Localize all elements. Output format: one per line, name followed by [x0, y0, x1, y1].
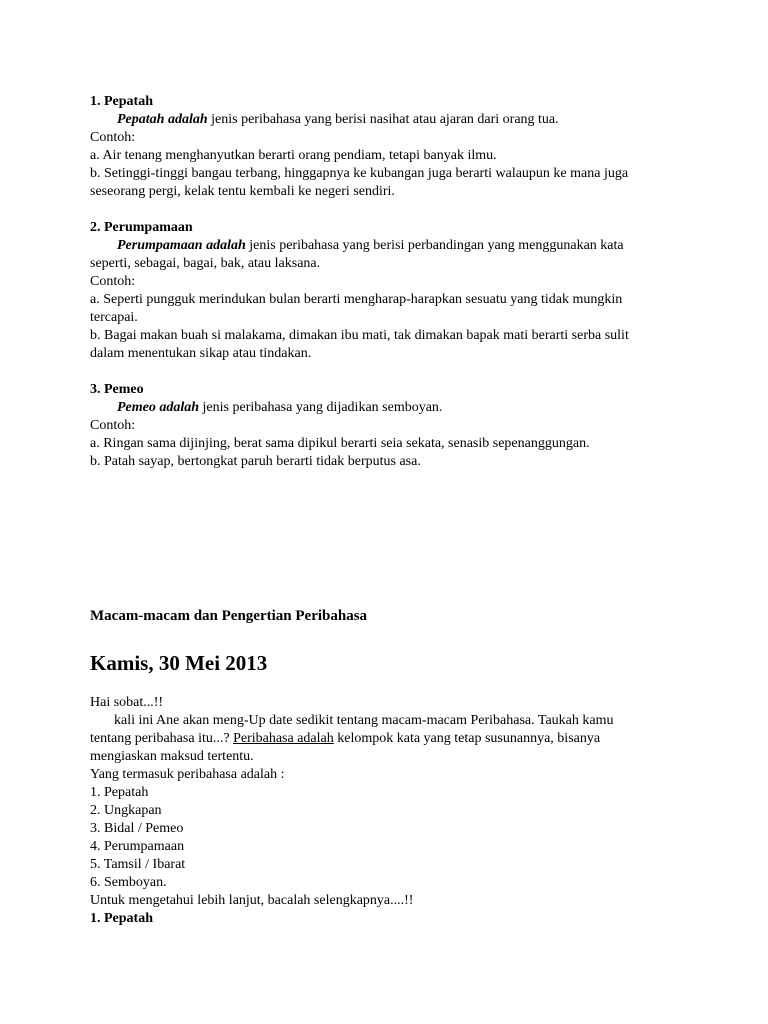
list-item: 1. Pepatah: [90, 785, 149, 800]
example-line: tercapai.: [90, 310, 138, 325]
definition-line: [90, 237, 690, 255]
definition-line: [90, 111, 690, 129]
example-line: a. Air tenang menghanyutkan berarti orang pendiam, tetapi banyak ilmu.: [90, 148, 497, 163]
section-perumpamaan: [90, 219, 690, 363]
section-heading: 3. Pemeo: [90, 382, 144, 397]
list-item: 2. Ungkapan: [90, 803, 162, 818]
definition-text: jenis peribahasa yang berisi perbandingan yang menggunakan kata: [245, 238, 624, 253]
example-line: seseorang pergi, kelak tentu kembali ke negeri sendiri.: [90, 184, 395, 199]
list-item: 5. Tamsil / Ibarat: [90, 857, 186, 872]
greeting: Hai sobat...!!: [90, 695, 164, 710]
next-heading: 1. Pepatah: [90, 911, 153, 926]
example-line: b. Patah sayap, bertongkat paruh berarti tidak berputus asa.: [90, 454, 421, 469]
list-intro: Yang termasuk peribahasa adalah :: [90, 767, 285, 782]
definition-line: [90, 399, 690, 417]
intro-text: tentang peribahasa itu...?: [90, 731, 234, 746]
contoh-label: Contoh:: [90, 130, 136, 145]
example-line: a. Ringan sama dijinjing, berat sama dipikul berarti seia sekata, senasib sepenanggungan.: [90, 436, 590, 451]
example-line: dalam menentukan sikap atau tindakan.: [90, 346, 312, 361]
definition-term: Pemeo adalah: [117, 400, 200, 415]
contoh-label: Contoh:: [90, 274, 136, 289]
blog-post: [90, 606, 690, 928]
list-item: 3. Bidal / Pemeo: [90, 821, 184, 836]
contoh-label: Contoh:: [90, 418, 136, 433]
post-title: Macam-macam dan Pengertian Peribahasa: [90, 608, 368, 624]
intro-line: [90, 730, 690, 748]
definition-term: Perumpamaan adalah: [117, 238, 246, 253]
definition-text: jenis peribahasa yang berisi nasihat atau ajaran dari orang tua.: [207, 112, 559, 127]
example-line: b. Setinggi-tinggi bangau terbang, hinggapnya ke kubangan juga berarti walaupun ke mana juga: [90, 166, 629, 181]
post-date: Kamis, 30 Mei 2013: [90, 651, 268, 675]
example-line: a. Seperti pungguk merindukan bulan berarti mengharap-harapkan sesuatu yang tidak mungkin: [90, 292, 623, 307]
section-list-top: [90, 93, 690, 471]
definition-continuation: seperti, sebagai, bagai, bak, atau laksana.: [90, 256, 321, 271]
list-item: 4. Perumpamaan: [90, 839, 185, 854]
section-pepatah: [90, 93, 690, 201]
definition-link[interactable]: Peribahasa adalah: [233, 731, 334, 746]
section-heading: 1. Pepatah: [90, 94, 153, 109]
closing-text: Untuk mengetahui lebih lanjut, bacalah selengkapnya....!!: [90, 893, 414, 908]
list-item: 6. Semboyan.: [90, 875, 167, 890]
intro-line: mengiaskan maksud tertentu.: [90, 749, 254, 764]
intro-text: kelompok kata yang tetap susunannya, bisanya: [333, 731, 601, 746]
section-heading: 2. Perumpamaan: [90, 220, 193, 235]
example-line: b. Bagai makan buah si malakama, dimakan ibu mati, tak dimakan bapak mati berarti serba sulit: [90, 328, 629, 343]
section-pemeo: [90, 381, 690, 471]
definition-text: jenis peribahasa yang dijadikan semboyan.: [199, 400, 443, 415]
intro-line: kali ini Ane akan meng-Up date sedikit tentang macam-macam Peribahasa. Taukah kamu: [114, 713, 614, 728]
definition-term: Pepatah adalah: [117, 112, 208, 127]
